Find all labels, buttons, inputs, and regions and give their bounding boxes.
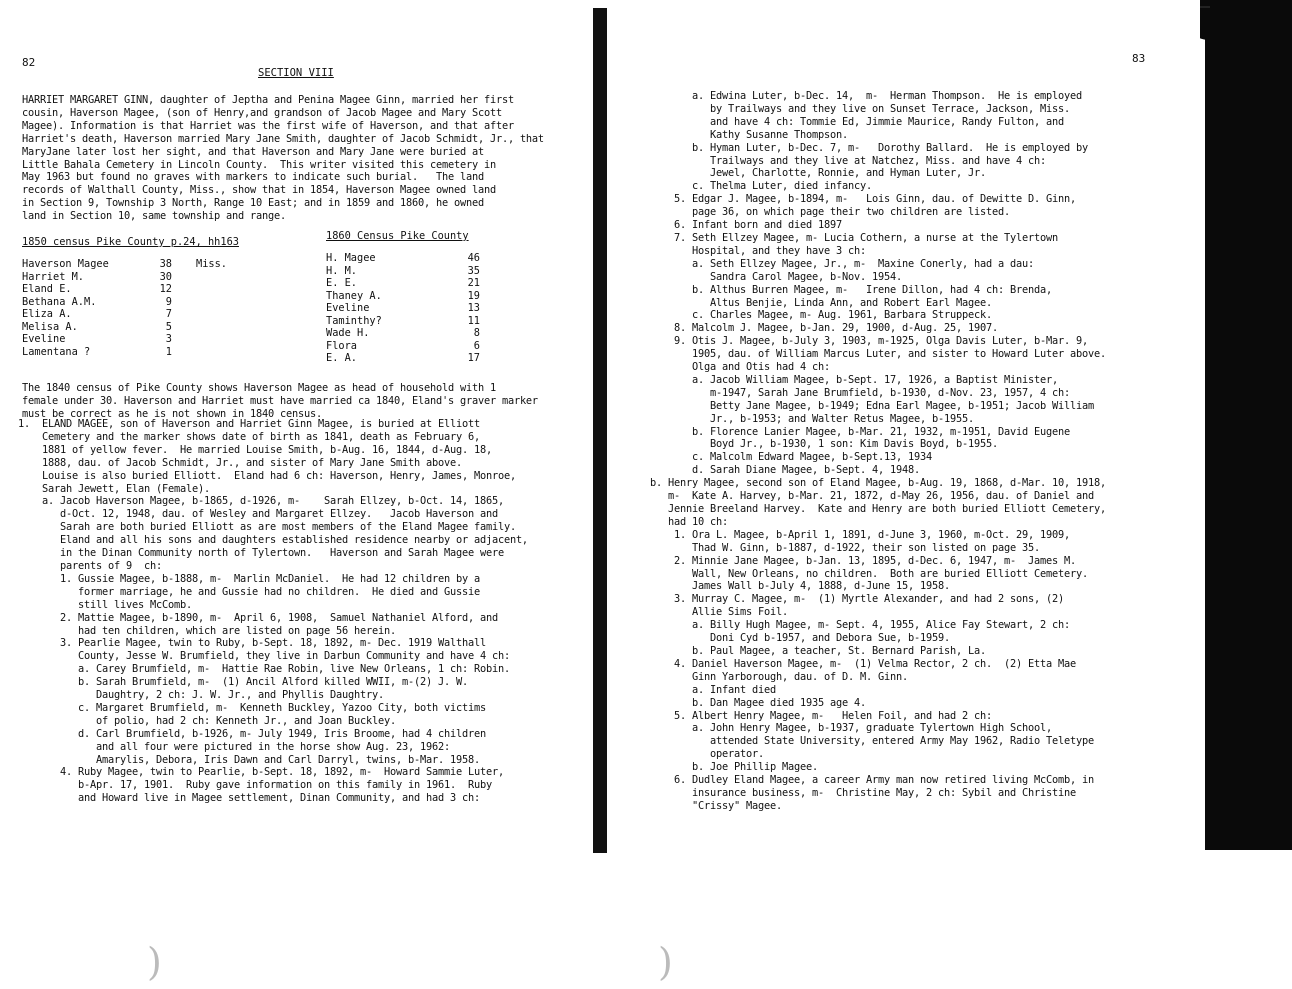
text-line: b. Althus Burren Magee, m- Irene Dillon, had 4 ch: Brenda,	[650, 283, 1052, 296]
census-name: Eveline	[22, 333, 66, 345]
text-line: a. Jacob Haverson Magee, b-1865, d-1926, m- Sarah Ellzey, b-Oct. 14, 1865,	[18, 495, 504, 508]
census-row	[22, 271, 266, 284]
text-line: a. Billy Hugh Magee, m- Sept. 4, 1955, Alice Fay Stewart, 2 ch:	[650, 619, 1070, 632]
text-line: Daughtry, 2 ch: J. W. Jr., and Phyllis Daughtry.	[18, 689, 384, 702]
census-name: Flora	[326, 339, 357, 352]
census-1850-table	[22, 258, 266, 358]
text-line: Thad W. Ginn, b-1887, d-1922, their son listed on page 35.	[650, 541, 1040, 554]
text-line: and have 4 ch: Tommie Ed, Jimmie Maurice, Randy Fulton, and	[650, 115, 1064, 128]
scan-mark-right: )	[658, 940, 673, 984]
text-line: 4. Ruby Magee, twin to Pearlie, b-Sept. 18, 1892, m- Howard Sammie Luter,	[18, 766, 504, 779]
census-age: 30	[159, 270, 172, 283]
text-line: Harriet's death, Haverson married Mary Jane Smith, daughter of Jacob Schmidt, Jr., that	[22, 132, 544, 145]
census-age: 17	[467, 352, 480, 364]
right-page	[610, 0, 1200, 989]
census-row	[326, 277, 480, 290]
census-age: 7	[165, 308, 172, 320]
census-row	[326, 327, 480, 340]
intro-paragraph	[22, 94, 544, 223]
census-note	[172, 271, 266, 284]
census-age: 3	[165, 333, 172, 345]
text-line: a. Jacob William Magee, b-Sept. 17, 1926, a Baptist Minister,	[650, 373, 1058, 386]
text-line: a. John Henry Magee, b-1937, graduate Tylertown High School,	[650, 722, 1052, 735]
census-row	[22, 346, 266, 359]
text-line: page 36, on which page their two children are listed.	[650, 206, 1010, 219]
census-row	[22, 296, 266, 309]
text-line: 1. ELAND MAGEE, son of Haverson and Harriet Ginn Magee, is buried at Elliott	[18, 418, 480, 430]
census-name: Eveline	[326, 302, 370, 314]
census-row	[326, 352, 480, 365]
book-gutter	[593, 8, 607, 853]
text-line: d. Sarah Diane Magee, b-Sept. 4, 1948.	[650, 464, 920, 477]
text-line: 1. Ora L. Magee, b-April 1, 1891, d-June 3, 1960, m-Oct. 29, 1909,	[650, 528, 1070, 541]
text-line: had 10 ch:	[650, 515, 728, 528]
census-name: Taminthy?	[326, 314, 382, 327]
census-age: 11	[467, 314, 480, 327]
census-row	[22, 308, 266, 321]
text-line: insurance business, m- Christine May, 2 ch: Sybil and Christine	[650, 786, 1076, 799]
census-name: E. A.	[326, 352, 357, 364]
text-line: The 1840 census of Pike County shows Haverson Magee as head of household with 1	[22, 382, 496, 394]
text-line: 4. Daniel Haverson Magee, m- (1) Velma Rector, 2 ch. (2) Etta Mae	[650, 657, 1076, 670]
census-note	[172, 333, 266, 346]
text-line: c. Margaret Brumfield, m- Kenneth Buckley, Yazoo City, both victims	[18, 701, 486, 714]
census-name: Haverson Magee	[22, 258, 109, 270]
text-line: b. Joe Phillip Magee.	[650, 761, 818, 774]
text-line: Cemetery and the marker shows date of birth as 1841, death as February 6,	[18, 430, 480, 443]
text-line: 3. Pearlie Magee, twin to Ruby, b-Sept. 18, 1892, m- Dec. 1919 Walthall	[18, 637, 486, 650]
text-line: Olga and Otis had 4 ch:	[650, 361, 830, 374]
census-note	[172, 308, 266, 321]
text-line: operator.	[650, 748, 764, 761]
text-line: in the Dinan Community north of Tylertown. Haverson and Sarah Magee were	[18, 547, 504, 560]
text-line: b. Dan Magee died 1935 age 4.	[650, 696, 866, 709]
census-note	[172, 296, 266, 309]
text-line: Eland and all his sons and daughters established residence nearby or adjacent,	[18, 534, 528, 547]
text-line: of polio, had 2 ch: Kenneth Jr., and Joan Buckley.	[18, 714, 396, 727]
text-line: Amarylis, Debora, Iris Dawn and Carl Darryl, twins, b-Mar. 1958.	[18, 753, 480, 766]
text-line: 8. Malcolm J. Magee, b-Jan. 29, 1900, d-Aug. 25, 1907.	[650, 322, 998, 335]
text-line: Little Bahala Cemetery in Lincoln County. This writer visited this cemetery in	[22, 158, 496, 171]
census-row	[326, 252, 480, 265]
census-name: H. M.	[326, 264, 357, 277]
census-name: E. E.	[326, 277, 357, 289]
text-line: 1888, dau. of Jacob Schmidt, Jr., and sister of Mary Jane Smith above.	[18, 456, 462, 469]
census-note	[172, 346, 266, 359]
text-line: Hospital, and they have 3 ch:	[650, 244, 866, 257]
text-line: 5. Albert Henry Magee, m- Helen Foil, and had 2 ch:	[650, 709, 992, 722]
text-line: b. Henry Magee, second son of Eland Magee, b-Aug. 19, 1868, d-Mar. 10, 1918,	[650, 477, 1106, 490]
text-line: Wall, New Orleans, no children. Both are buried Elliott Cemetery.	[650, 567, 1088, 580]
census-name: Harriet M.	[22, 270, 84, 283]
text-line: James Wall b-July 4, 1888, d-June 15, 1958.	[650, 580, 950, 593]
text-line: Kathy Susanne Thompson.	[650, 128, 848, 141]
census-1860-table	[326, 252, 480, 365]
text-line: HARRIET MARGARET GINN, daughter of Jeptha and Penina Magee Ginn, married her first	[22, 94, 514, 106]
text-line: Jr., b-1953; and Walter Retus Magee, b-1955.	[650, 412, 974, 425]
page-number-right: 83	[1132, 52, 1146, 65]
census-age: 6	[473, 339, 480, 352]
census-1850-title: 1850 census Pike County p.24, hh163	[22, 236, 239, 248]
census-name: Lamentana ?	[22, 345, 91, 358]
text-line: Doni Cyd b-1957, and Debora Sue, b-1959.	[650, 632, 950, 645]
text-line: Sandra Carol Magee, b-Nov. 1954.	[650, 270, 902, 283]
census-age: 19	[467, 289, 480, 302]
text-line: former marriage, he and Gussie had no children. He died and Gussie	[18, 585, 480, 598]
census-name: Wade H.	[326, 327, 370, 339]
census-age: 12	[159, 283, 172, 295]
text-line: a. Seth Ellzey Magee, Jr., m- Maxine Conerly, had a dau:	[650, 257, 1034, 270]
census-age: 38	[159, 258, 172, 270]
text-line: 6. Dudley Eland Magee, a career Army man now retired living McComb, in	[650, 774, 1094, 787]
text-line: b. Paul Magee, a teacher, St. Bernard Parish, La.	[650, 644, 986, 657]
right-body-text	[650, 90, 1106, 813]
text-line: Trailways and they live at Natchez, Miss. and have 4 ch:	[650, 154, 1046, 167]
text-line: Sarah Jewett, Elan (Female).	[18, 482, 210, 495]
left-page	[0, 0, 596, 989]
text-line: m-1947, Sarah Jane Brumfield, b-1930, d-Nov. 23, 1957, 4 ch:	[650, 386, 1070, 399]
text-line: c. Charles Magee, m- Aug. 1961, Barbara Struppeck.	[650, 309, 992, 322]
census-age: 21	[467, 277, 480, 289]
census-age: 8	[473, 327, 480, 339]
text-line: 7. Seth Ellzey Magee, m- Lucia Cothern, a nurse at the Tylertown	[650, 231, 1058, 244]
census-note	[22, 382, 538, 421]
text-line: Betty Jane Magee, b-1949; Edna Earl Magee, b-1951; Jacob William	[650, 399, 1094, 412]
census-age: 5	[165, 320, 172, 333]
census-name: Eliza A.	[22, 308, 72, 320]
text-line: Ginn Yarborough, dau. of D. M. Ginn.	[650, 670, 908, 683]
text-line: 1905, dau. of William Marcus Luter, and sister to Howard Luter above.	[650, 348, 1106, 361]
text-line: 6. Infant born and died 1897	[650, 219, 842, 232]
census-name: Melisa A.	[22, 320, 78, 333]
text-line: Allie Sims Foil.	[650, 606, 788, 619]
census-note	[172, 283, 266, 296]
text-line: 1. Gussie Magee, b-1888, m- Marlin McDaniel. He had 12 children by a	[18, 572, 480, 585]
census-note: Miss.	[196, 258, 227, 270]
census-1860-title: 1860 Census Pike County	[326, 230, 469, 242]
text-line: a. Edwina Luter, b-Dec. 14, m- Herman Thompson. He is employed	[650, 90, 1082, 102]
census-row	[326, 265, 480, 278]
text-line: d. Carl Brumfield, b-1926, m- July 1949, Iris Broome, had 4 children	[18, 727, 486, 740]
left-body-text	[18, 418, 528, 805]
text-line: 2. Mattie Magee, b-1890, m- April 6, 1908, Samuel Nathaniel Alford, and	[18, 611, 498, 624]
text-line: still lives McComb.	[18, 598, 192, 611]
text-line: 2. Minnie Jane Magee, b-Jan. 13, 1895, d-Dec. 6, 1947, m- James M.	[650, 554, 1076, 567]
census-row	[22, 333, 266, 346]
text-line: a. Carey Brumfield, m- Hattie Rae Robin, live New Orleans, 1 ch: Robin.	[18, 663, 510, 676]
text-line: records of Walthall County, Miss., show that in 1854, Haverson Magee owned land	[22, 184, 496, 197]
text-line: attended State University, entered Army May 1962, Radio Teletype	[650, 735, 1094, 748]
text-line: MaryJane later lost her sight, and that Haverson and Mary Jane were buried at	[22, 145, 484, 158]
census-name: H. Magee	[326, 252, 376, 264]
text-line: Boyd Jr., b-1930, 1 son: Kim Davis Boyd, b-1955.	[650, 438, 998, 451]
census-note	[172, 321, 266, 334]
census-row	[326, 290, 480, 303]
census-age: 9	[165, 295, 172, 308]
text-line: b. Hyman Luter, b-Dec. 7, m- Dorothy Ballard. He is employed by	[650, 141, 1088, 154]
text-line: May 1963 but found no graves with markers to indicate such burial. The land	[22, 171, 484, 184]
text-line: Sarah are both buried Elliott as are most members of the Eland Magee family.	[18, 521, 516, 534]
text-line: Jennie Breeland Harvey. Kate and Henry are both buried Elliott Cemetery,	[650, 503, 1106, 515]
text-line: "Crissy" Magee.	[650, 799, 782, 812]
text-line: had ten children, which are listed on page 56 herein.	[18, 624, 396, 637]
census-row	[326, 340, 480, 353]
text-line: cousin, Haverson Magee, (son of Henry,and grandson of Jacob Magee and Mary Scott	[22, 106, 502, 119]
text-line: 3. Murray C. Magee, m- (1) Myrtle Alexander, and had 2 sons, (2)	[650, 593, 1064, 606]
text-line: female under 30. Haverson and Harriet must have married ca 1840, Eland's graver marker	[22, 394, 538, 407]
text-line: b. Florence Lanier Magee, b-Mar. 21, 1932, m-1951, David Eugene	[650, 425, 1070, 438]
census-age: 46	[467, 252, 480, 264]
text-line: by Trailways and they live on Sunset Terrace, Jackson, Miss.	[650, 102, 1070, 115]
text-line: and all four were pictured in the horse show Aug. 23, 1962:	[18, 740, 450, 753]
census-age: 13	[467, 302, 480, 314]
census-row	[22, 258, 266, 271]
text-line: c. Malcolm Edward Magee, b-Sept.13, 1934	[650, 451, 932, 464]
census-age: 1	[165, 345, 172, 358]
census-row	[22, 283, 266, 296]
text-line: in Section 9, Township 3 North, Range 10 East; and in 1859 and 1860, he owned	[22, 197, 484, 210]
census-name: Eland E.	[22, 283, 72, 295]
text-line: 1881 of yellow fever. He married Louise Smith, b-Aug. 16, 1844, d-Aug. 18,	[18, 443, 492, 456]
text-line: m- Kate A. Harvey, b-Mar. 21, 1872, d-May 26, 1956, dau. of Daniel and	[650, 490, 1094, 503]
text-line: b-Apr. 17, 1901. Ruby gave information on this family in 1961. Ruby	[18, 779, 492, 792]
text-line: land in Section 10, same township and range.	[22, 210, 286, 223]
census-row	[326, 315, 480, 328]
section-title: SECTION VIII	[258, 67, 334, 79]
scan-shadow-band	[1205, 0, 1292, 850]
text-line: Magee). Information is that Harriet was the first wife of Haverson, and that after	[22, 119, 514, 132]
text-line: c. Thelma Luter, died infancy.	[650, 180, 872, 193]
text-line: parents of 9 ch:	[18, 559, 162, 572]
text-line: Altus Benjie, Linda Ann, and Robert Earl Magee.	[650, 296, 992, 309]
text-line: b. Sarah Brumfield, m- (1) Ancil Alford killed WWII, m-(2) J. W.	[18, 676, 468, 689]
text-line: must be correct as he is not shown in 1840 census.	[22, 407, 322, 420]
census-name: Bethana A.M.	[22, 295, 97, 308]
page-number-left: 82	[22, 56, 36, 69]
census-row	[22, 321, 266, 334]
text-line: d-Oct. 12, 1948, dau. of Wesley and Margaret Ellzey. Jacob Haverson and	[18, 508, 498, 521]
census-row	[326, 302, 480, 315]
text-line: County, Jesse W. Brumfield, they live in Darbun Community and have 4 ch:	[18, 650, 510, 663]
text-line: Louise is also buried Elliott. Eland had 6 ch: Haverson, Henry, James, Monroe,	[18, 469, 516, 482]
text-line: a. Infant died	[650, 683, 776, 696]
text-line: and Howard live in Magee settlement, Dinan Community, and had 3 ch:	[18, 792, 480, 805]
census-name: Thaney A.	[326, 289, 382, 302]
text-line: Jewel, Charlotte, Ronnie, and Hyman Luter, Jr.	[650, 167, 986, 180]
text-line: 9. Otis J. Magee, b-July 3, 1903, m-1925, Olga Davis Luter, b-Mar. 9,	[650, 335, 1088, 348]
text-line: 5. Edgar J. Magee, b-1894, m- Lois Ginn, dau. of Dewitte D. Ginn,	[650, 193, 1076, 206]
scan-mark-left: )	[147, 940, 162, 984]
census-age: 35	[467, 264, 480, 277]
